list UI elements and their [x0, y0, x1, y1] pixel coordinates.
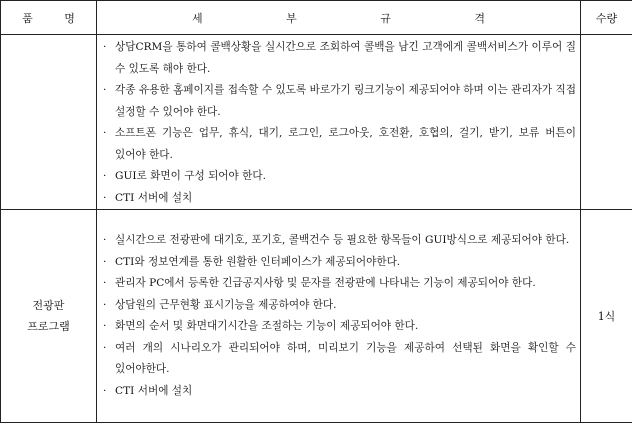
- bullet: ·: [103, 188, 106, 210]
- header-item-name: 품 명: [1, 1, 97, 35]
- bullet: ·: [103, 316, 106, 338]
- spec-text: GUI로 화면이 구성 되어야 한다.: [115, 170, 266, 182]
- spec-cell: [97, 35, 581, 210]
- list-item: [101, 230, 576, 252]
- spec-text: 상담원의 근무현황 표시기능을 제공하여야 한다.: [115, 299, 337, 311]
- spec-text: 관리자 PC에서 등록한 긴급공지사항 및 문자를 전광판에 나타내는 기능이 제공되어야 한다.: [115, 277, 536, 289]
- list-item: [101, 80, 576, 123]
- list-item: [101, 123, 576, 166]
- table-row: [1, 210, 632, 423]
- item-name-cell: [1, 35, 97, 210]
- item-name-line: 프로그램: [1, 316, 96, 337]
- bullet: ·: [103, 273, 106, 295]
- spec-text: CTI와 정보연계를 통한 원활한 인터페이스가 제공되어야한다.: [115, 256, 400, 268]
- spec-text: 실시간으로 전광판에 대기호, 포기호, 콜백건수 등 필요한 항목들이 GUI방식으로 제공되어야 한다.: [115, 234, 569, 246]
- list-item: [101, 273, 576, 295]
- spec-cell: [97, 210, 581, 423]
- list-item: [101, 338, 576, 381]
- header-quantity: 수량: [581, 1, 632, 35]
- list-item: [101, 381, 576, 403]
- spec-list: [97, 230, 580, 402]
- bullet: ·: [103, 295, 106, 317]
- header-row: [1, 1, 632, 35]
- bullet: ·: [103, 252, 106, 274]
- bullet: ·: [103, 381, 106, 403]
- spec-text: CTI 서버에 설치: [115, 385, 192, 397]
- bullet: ·: [103, 166, 106, 188]
- item-name-cell: [1, 210, 97, 423]
- table-row: [1, 35, 632, 210]
- spec-text: 소프트폰 기능은 업무, 휴식, 대기, 로그인, 로그아웃, 호전환, 호협의, 걸기, 받기, 보류 버튼이 있어야 한다.: [115, 127, 576, 161]
- spec-list: [97, 35, 580, 209]
- bullet: ·: [103, 230, 106, 252]
- spec-text: 각종 유용한 홈페이지를 접속할 수 있도록 바로가기 링크기능이 제공되어야 하며 이는 관리자가 직접 설정할 수 있어야 한다.: [115, 84, 576, 118]
- bullet: ·: [103, 80, 106, 102]
- spec-text: 상담CRM을 통하여 콜백상황을 실시간으로 조회하여 콜백을 남긴 고객에게 콜백서비스가 이루어 질 수 있도록 해야 한다.: [115, 41, 576, 75]
- bullet: ·: [103, 123, 106, 145]
- spec-text: 화면의 순서 및 화면대기시간을 조절하는 기능이 제공되어야 한다.: [115, 320, 418, 332]
- quantity-cell: 1식: [581, 210, 632, 423]
- spec-text: CTI 서버에 설치: [115, 192, 192, 204]
- list-item: [101, 188, 576, 210]
- list-item: [101, 37, 576, 80]
- list-item: [101, 295, 576, 317]
- spec-text: 여러 개의 시나리오가 관리되어야 하며, 미리보기 기능을 제공하여 선택된 화면을 확인할 수 있어야한다.: [115, 342, 576, 376]
- bullet: ·: [103, 37, 106, 59]
- list-item: [101, 252, 576, 274]
- list-item: [101, 316, 576, 338]
- bullet: ·: [103, 338, 106, 360]
- list-item: [101, 166, 576, 188]
- header-spec: 세 부 규 격: [97, 1, 581, 35]
- item-name-line: 전광판: [1, 295, 96, 316]
- quantity-cell: [581, 35, 632, 210]
